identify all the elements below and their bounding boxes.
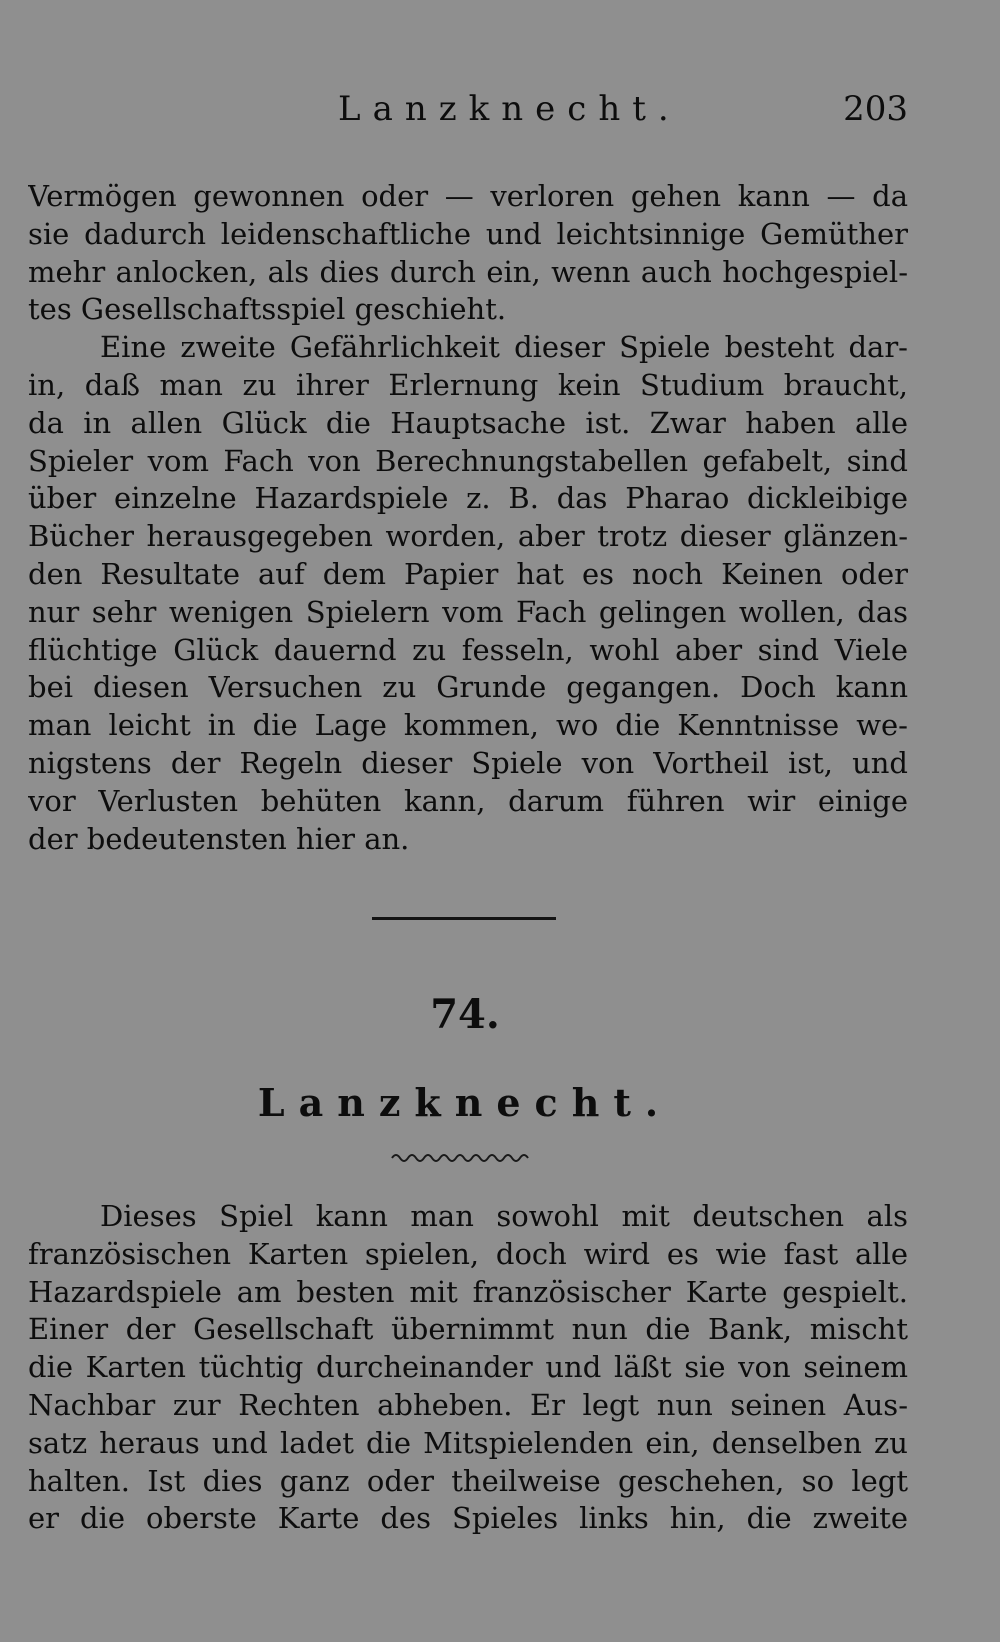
text-line: in, daß man zu ihrer Erlernung kein Studium braucht,: [28, 367, 908, 402]
wavy-ornament: [390, 1150, 530, 1166]
text-line: Einer der Gesellschaft übernimmt nun die Bank, mischt: [28, 1312, 908, 1347]
text-line: man leicht in die Lage kommen, wo die Kenntnisse we-: [28, 708, 908, 743]
divider-rule: [372, 917, 556, 920]
text-line: über einzelne Hazardspiele z. B. das Pharao dickleibige: [28, 481, 908, 516]
text-line: vor Verlusten behüten kann, darum führen wir einige: [28, 783, 908, 818]
text-line: satz heraus und ladet die Mitspielenden ein, denselben zu: [28, 1425, 908, 1460]
text-line: bei diesen Versuchen zu Grunde gegangen. Doch kann: [28, 670, 908, 705]
text-line: Nachbar zur Rechten abheben. Er legt nun seinen Aus-: [28, 1387, 908, 1422]
text-line: Hazardspiele am besten mit französischer Karte gespielt.: [28, 1274, 908, 1309]
text-line: Vermögen gewonnen oder — verloren gehen kann — da: [28, 179, 908, 213]
running-head: [28, 84, 908, 134]
text-line: tes Gesellschaftsspiel geschieht.: [28, 292, 507, 327]
text-line: Eine zweite Gefährlichkeit dieser Spiele besteht dar-: [100, 330, 908, 365]
text-line: er die oberste Karte des Spieles links hin, die zweite: [28, 1501, 908, 1536]
text-line: sie dadurch leidenschaftliche und leichtsinnige Gemüther: [28, 216, 908, 251]
text-line: Bücher herausgegeben worden, aber trotz dieser glänzen-: [28, 519, 908, 554]
text-line: französischen Karten spielen, doch wird es wie fast alle: [28, 1236, 908, 1271]
text-line: nur sehr wenigen Spielern vom Fach gelingen wollen, das: [28, 594, 908, 629]
paragraph: [28, 329, 908, 858]
section-heading: Lanzknecht.: [257, 1080, 673, 1125]
running-title: Lanzknecht.: [338, 89, 681, 129]
paragraph: [28, 178, 908, 329]
text-line: Spieler vom Fach von Berechnungstabellen gefabelt, sind: [28, 443, 908, 478]
text-line: der bedeutensten hier an.: [28, 821, 410, 856]
text-line: die Karten tüchtig durcheinander und läßt sie von seinem: [28, 1350, 908, 1385]
page-number: 203: [843, 89, 908, 129]
paragraph: [28, 1198, 908, 1538]
text-line: da in allen Glück die Hauptsache ist. Zwar haben alle: [28, 405, 908, 440]
body-text-bottom: [28, 1198, 908, 1538]
text-line: nigstens der Regeln dieser Spiele von Vortheil ist, und: [28, 745, 908, 780]
text-line: mehr anlocken, als dies durch ein, wenn auch hochgespiel-: [28, 254, 908, 289]
section-number: 74.: [430, 991, 500, 1038]
body-text-top: [28, 178, 908, 858]
text-line: flüchtige Glück dauernd zu fesseln, wohl aber sind Viele: [28, 632, 908, 667]
text-line: halten. Ist dies ganz oder theilweise geschehen, so legt: [28, 1463, 908, 1498]
text-line: Dieses Spiel kann man sowohl mit deutschen als: [100, 1199, 908, 1233]
text-line: den Resultate auf dem Papier hat es noch Keinen oder: [28, 556, 908, 591]
